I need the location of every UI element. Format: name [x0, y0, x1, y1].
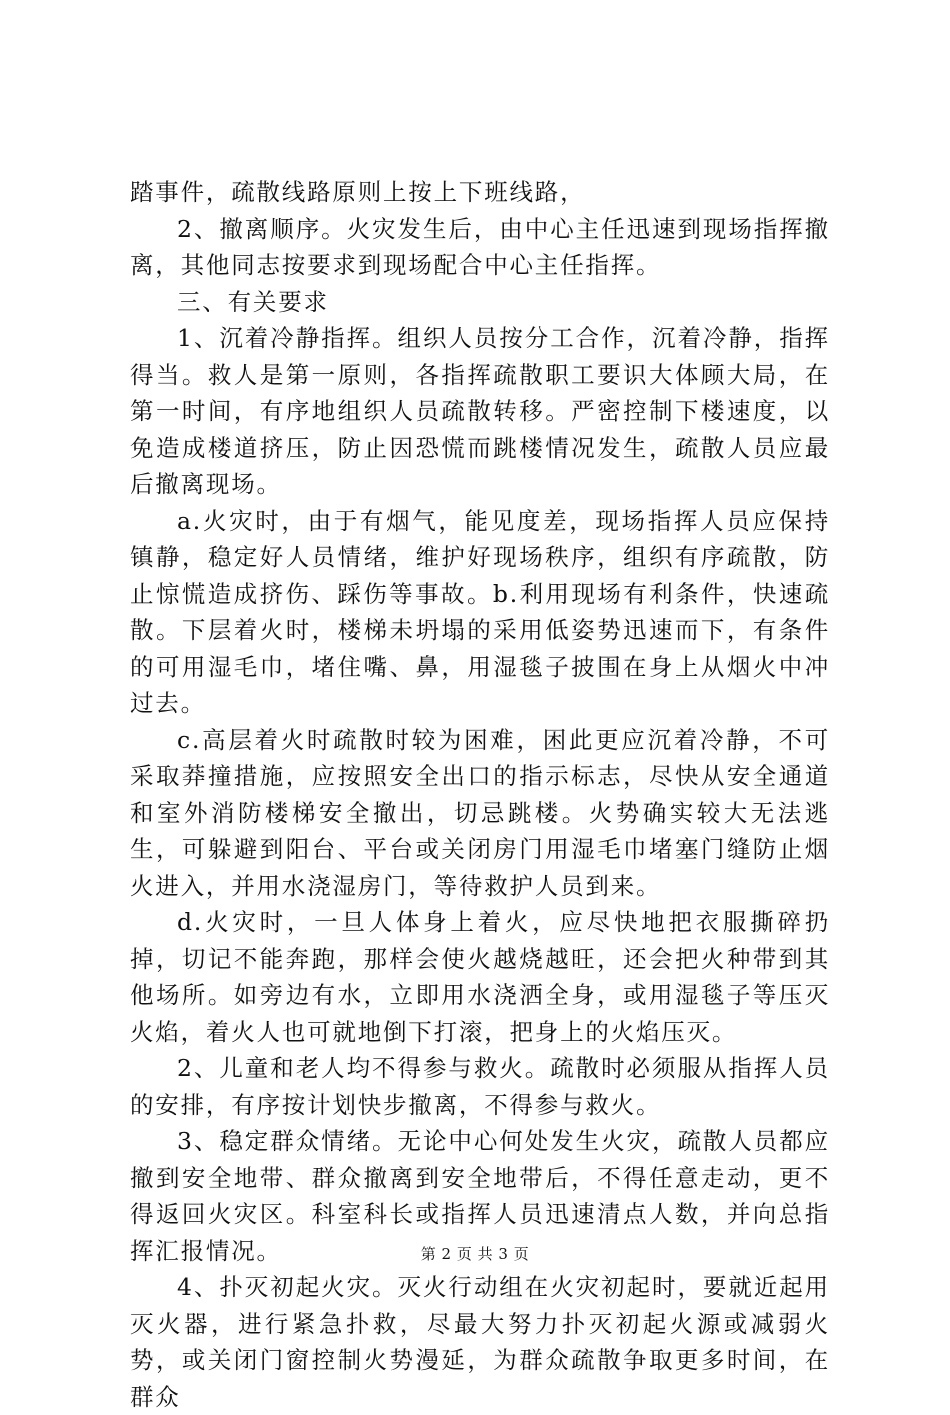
paragraph-2: 2、撤离顺序。火灾发生后，由中心主任迅速到现场指挥撤离，其他同志按要求到现场配合中心主任指挥。	[130, 214, 830, 279]
section-heading: 三、有关要求	[177, 287, 329, 316]
paragraph-7: 2、儿童和老人均不得参与救火。疏散时必须服从指挥人员的安排，有序按计划快步撤离，不得参与救火。	[130, 1054, 830, 1119]
page-footer: 第 2 页 共 3 页	[420, 1245, 530, 1263]
paragraph-1: 踏事件，疏散线路原则上按上下班线路，	[130, 178, 586, 206]
paragraph-8: 3、稳定群众情绪。无论中心何处发生火灾，疏散人员都应撤到安全地带、群众撤离到安全地带后，不得任意走动，更不得返回火灾区。科室科长或指挥人员迅速清点人数，并向总指挥汇报情况。	[130, 1127, 830, 1265]
paragraph-9: 4、扑灭初起火灾。灭火行动组在火灾初起时，要就近起用灭火器，进行紧急扑救，尽最大努力扑灭初起火源或减弱火势，或关闭门窗控制火势漫延，为群众疏散争取更多时间，在群众	[130, 1273, 830, 1411]
paragraph-6: d.火灾时，一旦人体身上着火，应尽快地把衣服撕碎扔掉，切记不能奔跑，那样会使火越烧越旺，还会把火种带到其他场所。如旁边有水，立即用水浇洒全身，或用湿毯子等压灭火焰，着火人也可就地倒下打滚，把身上的火焰压灭。	[130, 908, 830, 1046]
paragraph-3: 1、沉着冷静指挥。组织人员按分工合作，沉着冷静，指挥得当。救人是第一原则，各指挥疏散职工要识大体顾大局，在第一时间，有序地组织人员疏散转移。严密控制下楼速度，以免造成楼道挤压，防止因恐慌而跳楼情况发生，疏散人员应最后撤离现场。	[130, 324, 830, 498]
paragraph-5: c.高层着火时疏散时较为困难，困此更应沉着冷静，不可采取莽撞措施，应按照安全出口的指示标志，尽快从安全通道和室外消防楼梯安全撤出，切忌跳楼。火势确实较大无法逃生，可躲避到阳台、平台或关闭房门用湿毛巾堵塞门缝防止烟火进入，并用水浇湿房门，等待救护人员到来。	[130, 725, 830, 900]
paragraph-4: a.火灾时，由于有烟气，能见度差，现场指挥人员应保持镇静，稳定好人员情绪，维护好现场秩序，组织有序疏散，防止惊慌造成挤伤、踩伤等事故。b.利用现场有利条件，快速疏散。下层着火时，楼梯未坍塌的采用低姿势迅速而下，有条件的可用湿毛巾，堵住嘴、鼻，用湿毯子披围在身上从烟火中冲过去。	[130, 506, 830, 717]
document-body	[130, 174, 830, 1415]
